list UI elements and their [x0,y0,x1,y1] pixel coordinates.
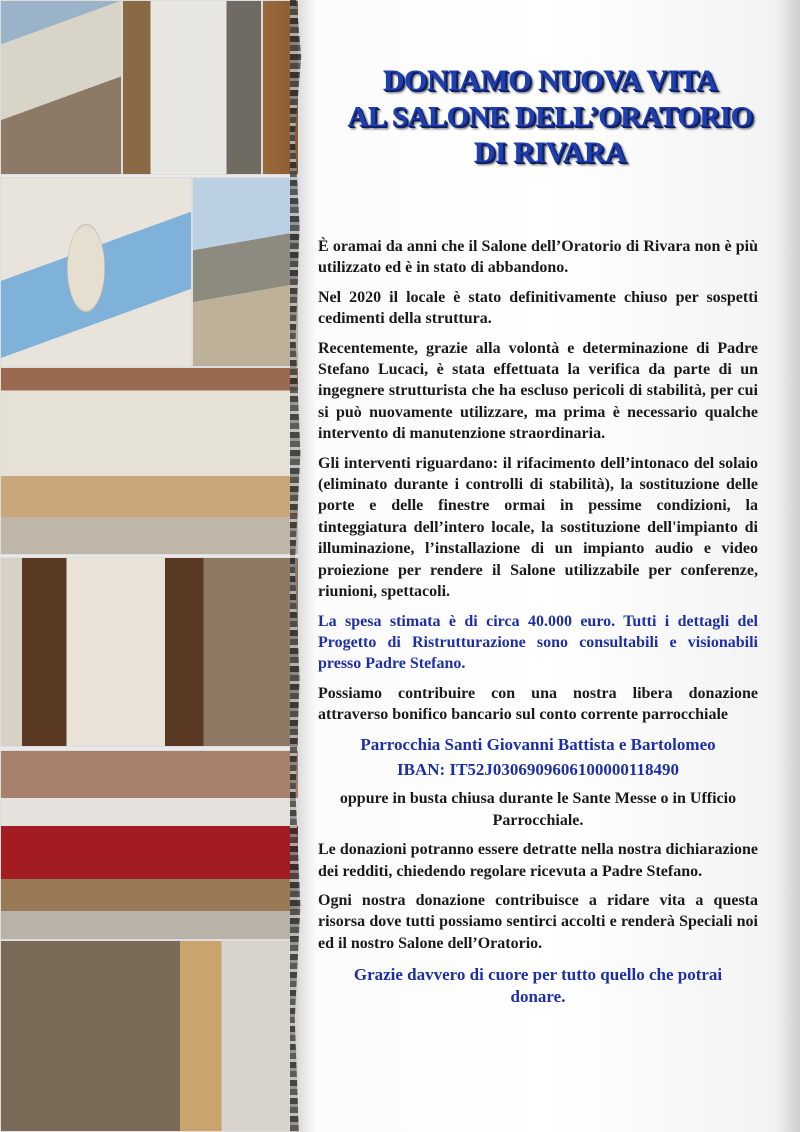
thanks-message: Grazie davvero di cuore per tutto quello che potrai donare. [353,965,723,1006]
flyer-body [318,236,758,1015]
paragraph-cost: La spesa stimata è di circa 40.000 euro. Tutti i dettagli del Progetto di Ristrutturazione sono consultabili e visionabili presso Padre Stefano. [318,612,758,673]
paragraph-verification: Recentemente, grazie alla volontà e determinazione di Padre Stefano Lucaci, è stata effettuata la verifica da parte di un ingegnere strutturista che ha escluso pericoli di stabilità, per cui si può nuovamente utilizzare, ma prima è necessario qualche intervento di manutenzione straordinaria. [318,339,758,443]
paragraph-donation: Possiamo contribuire con una nostra libera donazione attraverso bonifico bancario sul conto corrente parrocchiale [318,684,758,724]
photo-hall-through-window [0,557,300,747]
photo-canopy-2 [192,177,300,367]
photo-hall-doors [0,367,300,555]
title-line-3: DI RIVARA [473,136,627,169]
paragraph-intro: È oramai da anni che il Salone dell’Oratorio di Rivara non è più utilizzato ed è in stato di abbandono. [318,238,758,277]
paragraph-works: Gli interventi riguardano: il rifacimento dell’intonaco del solaio (eliminato durante i controlli di stabilità), la sostituzione delle porte e delle finestre ormai in pessime condizioni, la tinteggiatura dell’intero locale, la sostituzione dell'impianto di illuminazione, l’installazione di un impianto audio e video proiezione per rendere il Salone utilizzabile per conferenze, riunioni, spettacoli. [318,454,758,601]
paragraph-envelope: oppure in busta chiusa durante le Sante Messe o in Ufficio Parrocchiale. [339,790,737,829]
flyer-title [310,60,790,174]
paragraph-closure: Nel 2020 il locale è stato definitivamente chiuso per sospetti cedimenti della struttura. [318,288,758,328]
paragraph-closing: Ogni nostra donazione contribuisce a ridare vita a questa risorsa dove tutti possiamo sentirci accolti e renderà Speciali noi ed il nostro Salone dell’Oratorio. [318,891,758,952]
photo-wall-decoration [0,177,192,367]
photo-window-shutter [122,0,262,175]
parish-name: Parrocchia Santi Giovanni Battista e Bartolomeo [360,734,716,754]
photo-stage [0,750,300,940]
title-line-2: AL SALONE DELL’ORATORIO [347,101,753,133]
iban: IBAN: IT52J0306909606100000118490 [397,759,679,779]
photo-canopy [0,0,122,175]
title-line-1: DONIAMO NUOVA VITA [382,64,718,97]
photo-wooden-floor [0,940,300,1132]
paragraph-tax: Le donazioni potranno essere detratte nella nostra dichiarazione dei redditi, chiedendo regolare ricevuta a Padre Stefano. [318,841,758,880]
